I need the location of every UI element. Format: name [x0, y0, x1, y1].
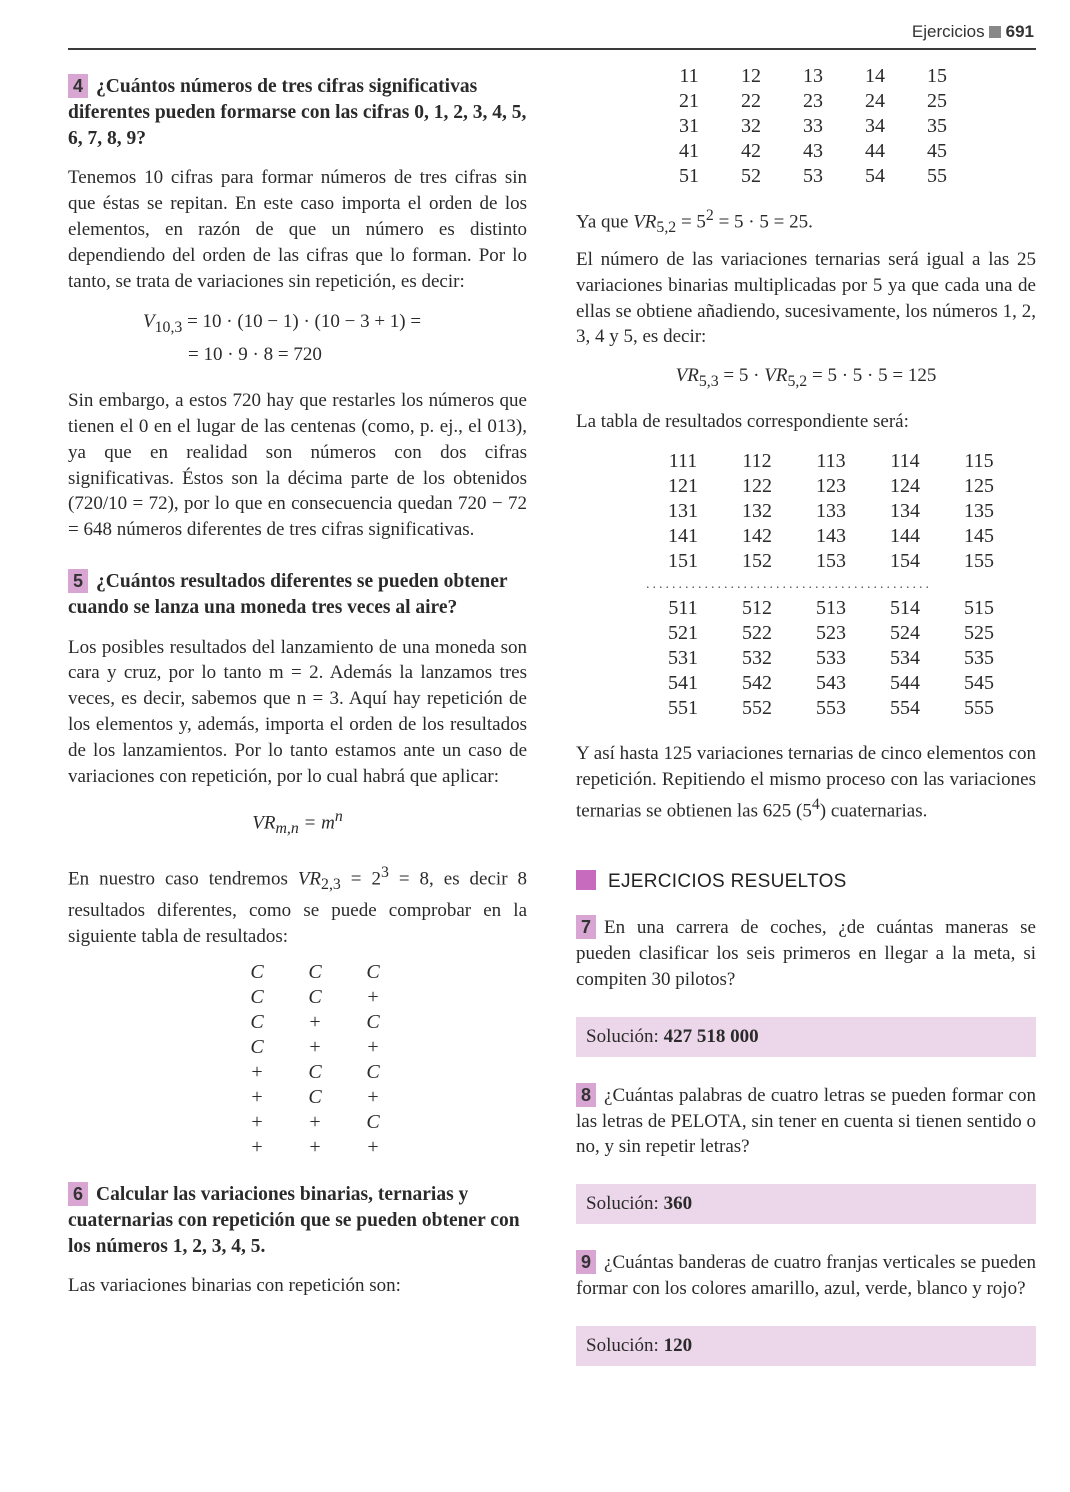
table-cell: 534 [890, 646, 920, 669]
question-text: ¿Cuántas banderas de cuatro franjas verticales se pueden formar con los colores amarillo, azul, verde, blanco y rojo? [576, 1252, 1036, 1299]
solution-box [576, 1326, 1036, 1366]
table-row [646, 696, 1016, 721]
table-cell: + [367, 1035, 379, 1058]
table-row [658, 64, 968, 89]
formula-symbol: VR [633, 211, 657, 233]
paragraph [576, 741, 1036, 825]
table-row [646, 474, 1016, 499]
table-cell: 541 [668, 671, 698, 694]
formula-superscript: 2 [705, 207, 714, 224]
text-run: Y así hasta 125 variaciones ternarias de cinco elementos con repetición. Repitiendo el mismo proceso con las variaciones ternarias se obtienen las 625 (5 [576, 742, 1036, 822]
table-row [658, 114, 968, 139]
table-row [228, 1085, 402, 1110]
ternary-table-bottom [646, 596, 1016, 721]
table-cell: 134 [890, 499, 920, 522]
table-row [646, 671, 1016, 696]
table-cell: 153 [816, 549, 846, 572]
table-row [658, 89, 968, 114]
table-cell: C [250, 985, 264, 1008]
question-text: Calcular las variaciones binarias, ternarias y cuaternarias con repetición que se pueden obtener con los números 1, 2, 3, 4, 5. [68, 1183, 520, 1257]
formula-symbol: V [143, 311, 155, 333]
exercise-number-badge: 6 [68, 1182, 88, 1206]
table-cell: 142 [742, 524, 772, 547]
formula-symbol: VR [252, 812, 276, 834]
paragraph: Tenemos 10 cifras para formar números de tres cifras sin que éstas se repitan. En este caso importa el orden de los elementos, en razón de que un número es distinto dependiendo del orden de las cifras que lo forman. Por lo tanto, se trata de variaciones sin repetición, es decir: [68, 167, 527, 292]
paragraph: El número de las variaciones ternarias será igual a las 25 variaciones binarias multiplicadas por 5 ya que cada una de ellas se obtiene añadiendo, sucesivamente, los números 1, 2, 3, 4 y 5, es decir: [576, 248, 1036, 348]
formula-symbol: VR [764, 365, 788, 387]
table-cell: 552 [742, 696, 772, 719]
table-row [228, 1060, 402, 1085]
solution-value: 427 518 000 [663, 1025, 759, 1047]
table-cell: C [308, 1085, 322, 1108]
table-cell: 554 [890, 696, 920, 719]
exercise-number-badge: 4 [68, 74, 88, 98]
ternary-table-top [646, 449, 1016, 574]
table-cell: C [366, 960, 380, 983]
formula-line-2: = 10 · 9 · 8 = 720 [188, 344, 322, 366]
section-heading [576, 870, 1036, 893]
text-run: En nuestro caso tendremos [68, 868, 298, 890]
binary-variations-table [658, 64, 968, 189]
formula-symbol: VR [297, 868, 322, 890]
solution-label: Solución: [586, 1334, 664, 1356]
exercise-5-question [68, 569, 527, 621]
left-column [68, 64, 527, 1299]
table-cell: 514 [890, 596, 920, 619]
exercise-6-question [68, 1182, 527, 1259]
text-run: = 2 [340, 868, 381, 890]
solution-value: 360 [663, 1193, 693, 1215]
table-row [228, 1035, 402, 1060]
table-cell: 141 [668, 524, 698, 547]
table-cell: 45 [927, 140, 947, 162]
paragraph: Los posibles resultados del lanzamiento de una moneda son cara y cruz, por lo tanto m = 2. Además la lanzamos tres veces, es decir, sabemos que n = 3. Aquí hay repetición de los elementos y, además, importa el orden de los resultados de los lanzamientos. Por lo tanto estamos ante un caso de variaciones con repetición, por lo cual habrá que aplicar: [68, 636, 527, 787]
table-cell: + [367, 1135, 379, 1158]
table-cell: 14 [865, 65, 885, 87]
formula-subscript: m,n [275, 820, 299, 838]
table-cell: 111 [668, 449, 698, 472]
table-row [646, 499, 1016, 524]
text-run: Ya que [576, 211, 634, 233]
table-cell: + [251, 1085, 263, 1108]
formula-superscript: 3 [380, 864, 389, 882]
table-cell: C [250, 1010, 264, 1033]
table-row [646, 549, 1016, 574]
exercise-4-question [68, 74, 527, 151]
table-cell: 53 [803, 165, 823, 187]
table-row [228, 1110, 402, 1135]
table-cell: 551 [668, 696, 698, 719]
table-cell: 114 [890, 449, 920, 472]
question-text: ¿Cuántos resultados diferentes se pueden obtener cuando se lanza una moneda tres veces al aire? [68, 570, 508, 618]
table-row [646, 596, 1016, 621]
table-cell: 124 [890, 474, 920, 497]
table-row [658, 139, 968, 164]
table-cell: C [366, 1010, 380, 1033]
table-cell: 545 [964, 671, 994, 694]
formula-subscript: 2,3 [321, 876, 341, 894]
table-cell: 43 [803, 140, 823, 162]
dotted-separator: ............................................ [646, 577, 932, 592]
table-cell: 22 [741, 90, 761, 112]
table-cell: C [250, 960, 264, 983]
table-cell: 34 [865, 115, 885, 137]
formula-vr53 [576, 362, 1036, 395]
table-cell: 135 [964, 499, 994, 522]
table-cell: 32 [741, 115, 761, 137]
table-cell: 131 [668, 499, 698, 522]
exercise-number-badge: 9 [576, 1250, 596, 1274]
table-cell: 543 [816, 671, 846, 694]
table-cell: + [309, 1035, 321, 1058]
text-run: = 5 [676, 211, 706, 233]
page-number: 691 [1005, 22, 1034, 41]
table-cell: 154 [890, 549, 920, 572]
table-cell: 123 [816, 474, 846, 497]
formula-symbol: VR [675, 365, 699, 387]
solution-label: Solución: [586, 1193, 664, 1215]
formula-text: = 5 · 5 · 5 = 125 [807, 365, 937, 387]
table-cell: + [309, 1110, 321, 1133]
table-cell: 51 [679, 165, 699, 187]
paragraph: Sin embargo, a estos 720 hay que restarles los números que tienen el 0 en el lugar de las centenas (como, p. ej., el 013), ya que en realidad son números con dos cifras significativas. Éstos son la décima parte de los obtenidos (720/10 = 72), por lo que en consecuencia quedan 720 − 72 = 648 números diferentes de tres cifras significativas. [68, 390, 527, 541]
table-cell: + [367, 1085, 379, 1108]
table-cell: C [366, 1060, 380, 1083]
question-text: En una carrera de coches, ¿de cuántas maneras se pueden clasificar los seis primeros en llegar a la meta, si compiten 30 pilotos? [576, 917, 1036, 991]
formula-equals: = m [298, 812, 335, 834]
table-cell: 144 [890, 524, 920, 547]
solution-box [576, 1017, 1036, 1057]
solution-box [576, 1184, 1036, 1224]
table-cell: 21 [679, 90, 699, 112]
formula-vr [68, 803, 527, 842]
section-heading-text: EJERCICIOS RESUELTOS [608, 871, 847, 893]
table-cell: 13 [803, 65, 823, 87]
solution-value: 120 [663, 1334, 693, 1356]
exercise-7-question [576, 915, 1036, 992]
table-cell: 121 [668, 474, 698, 497]
table-cell: 44 [865, 140, 885, 162]
formula-subscript: 5,3 [698, 372, 719, 390]
paragraph [68, 860, 527, 950]
table-cell: 25 [927, 90, 947, 112]
formula-subscript: 5,2 [787, 372, 808, 390]
table-row [646, 646, 1016, 671]
formula-text: = 5 · [718, 365, 765, 387]
table-cell: 113 [816, 449, 846, 472]
table-cell: 513 [816, 596, 846, 619]
exercise-9-question [576, 1250, 1036, 1302]
table-cell: + [251, 1060, 263, 1083]
formula-superscript: n [334, 808, 343, 826]
exercise-8-question [576, 1083, 1036, 1160]
table-cell: C [308, 960, 322, 983]
table-cell: 125 [964, 474, 994, 497]
running-head [912, 22, 1034, 42]
question-text: ¿Cuántos números de tres cifras significativas diferentes pueden formarse con las cifras 0, 1, 2, 3, 4, 5, 6, 7, 8, 9? [68, 76, 527, 149]
table-row [228, 960, 402, 985]
table-cell: + [367, 985, 379, 1008]
table-cell: 533 [816, 646, 846, 669]
table-cell: 525 [964, 621, 994, 644]
page-header [68, 18, 1036, 50]
text-run: = 8, es decir 8 resultados diferentes, como se puede comprobar en la siguiente tabla de resultados: [68, 868, 528, 948]
table-cell: C [308, 1060, 322, 1083]
table-cell: 133 [816, 499, 846, 522]
table-cell: 515 [964, 596, 994, 619]
table-row [646, 621, 1016, 646]
table-cell: 112 [742, 449, 772, 472]
square-bullet-icon [989, 26, 1001, 38]
formula-subscript: 10,3 [154, 319, 183, 337]
table-cell: 524 [890, 621, 920, 644]
solution-label: Solución: [586, 1025, 664, 1047]
table-row [646, 449, 1016, 474]
table-cell: 155 [964, 549, 994, 572]
table-cell: 143 [816, 524, 846, 547]
formula-line-1: = 10 · (10 − 1) · (10 − 3 + 1) = [182, 311, 422, 333]
table-row [228, 985, 402, 1010]
table-cell: 122 [742, 474, 772, 497]
table-cell: 151 [668, 549, 698, 572]
table-row [228, 1135, 402, 1160]
section-square-icon [576, 870, 596, 890]
table-cell: + [309, 1010, 321, 1033]
table-cell: 11 [679, 65, 699, 87]
table-cell: + [251, 1110, 263, 1133]
formula-superscript: 4 [811, 796, 820, 814]
table-cell: 55 [927, 165, 947, 187]
table-cell: 12 [741, 65, 761, 87]
question-text: ¿Cuántas palabras de cuatro letras se pueden formar con las letras de PELOTA, sin tener en cuenta si tienen sentido o no, y sin repetir letras? [576, 1084, 1036, 1158]
table-cell: 522 [742, 621, 772, 644]
table-cell: C [366, 1110, 380, 1133]
table-cell: 42 [741, 140, 761, 162]
table-cell: 542 [742, 671, 772, 694]
table-cell: C [250, 1035, 264, 1058]
table-cell: 531 [668, 646, 698, 669]
table-cell: 35 [927, 115, 947, 137]
right-column [576, 64, 1036, 1366]
table-cell: 132 [742, 499, 772, 522]
paragraph: La tabla de resultados correspondiente será: [576, 410, 909, 432]
section-name: Ejercicios [911, 22, 985, 41]
exercise-number-badge: 8 [576, 1083, 596, 1107]
table-cell: 54 [865, 165, 885, 187]
table-row [228, 1010, 402, 1035]
table-cell: 23 [803, 90, 823, 112]
paragraph [576, 203, 1036, 241]
table-cell: 523 [816, 621, 846, 644]
table-cell: 152 [742, 549, 772, 572]
table-cell: 544 [890, 671, 920, 694]
table-cell: 532 [742, 646, 772, 669]
paragraph: Las variaciones binarias con repetición son: [68, 1275, 401, 1297]
table-cell: 512 [742, 596, 772, 619]
table-cell: 24 [865, 90, 885, 112]
table-cell: + [251, 1135, 263, 1158]
table-row [658, 164, 968, 189]
table-cell: 555 [964, 696, 994, 719]
table-cell: 553 [816, 696, 846, 719]
formula-variations [68, 308, 527, 368]
table-cell: 31 [679, 115, 699, 137]
text-run: ) cuaternarias. [819, 800, 928, 822]
table-cell: 115 [964, 449, 994, 472]
table-cell: 52 [741, 165, 761, 187]
table-cell: C [308, 985, 322, 1008]
table-cell: + [309, 1135, 321, 1158]
table-cell: 15 [927, 65, 947, 87]
table-cell: 535 [964, 646, 994, 669]
table-cell: 145 [964, 524, 994, 547]
exercise-number-badge: 5 [68, 569, 88, 593]
coin-results-table [228, 960, 402, 1160]
text-run: = 5 · 5 = 25. [713, 211, 813, 233]
table-cell: 41 [679, 140, 699, 162]
table-cell: 521 [668, 621, 698, 644]
table-row [646, 524, 1016, 549]
table-cell: 33 [803, 115, 823, 137]
table-cell: 511 [668, 596, 698, 619]
formula-subscript: 5,2 [656, 219, 677, 237]
exercise-number-badge: 7 [576, 915, 596, 939]
